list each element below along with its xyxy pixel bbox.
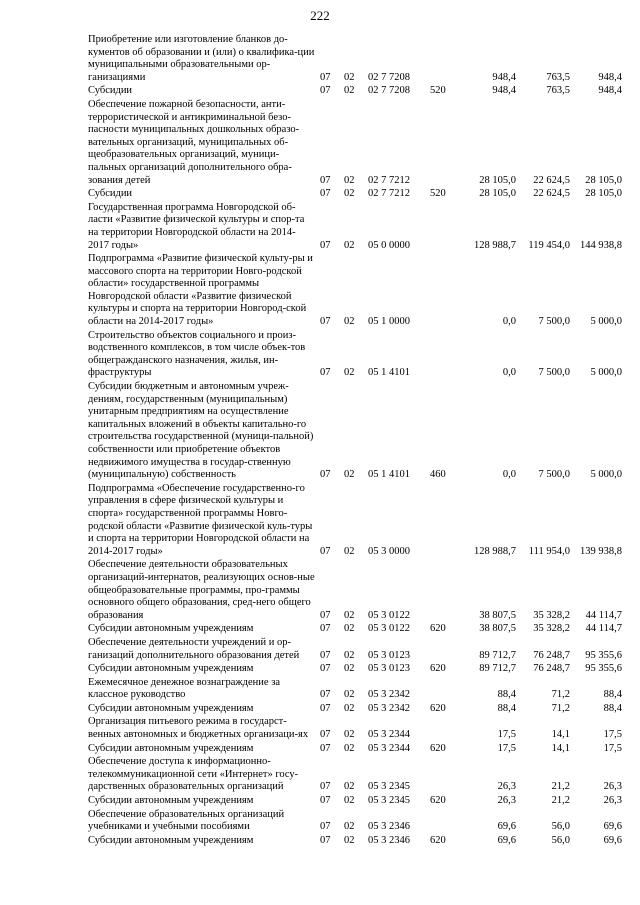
row-name: Субсидии автономным учреждениям xyxy=(88,834,254,846)
row-amount-1: 38 807,5 xyxy=(479,609,516,621)
table-row xyxy=(88,637,622,663)
row-subsection-code: 02 xyxy=(344,316,355,328)
table-row xyxy=(88,202,622,253)
row-amount-2: 119 454,0 xyxy=(528,239,570,251)
row-target-article: 02 7 7208 xyxy=(368,71,410,83)
row-expense-type: 520 xyxy=(430,85,446,97)
row-target-article: 05 0 0000 xyxy=(368,239,410,251)
row-expense-type: 620 xyxy=(430,702,446,714)
row-target-article: 05 1 4101 xyxy=(368,469,410,481)
row-amount-1: 26,3 xyxy=(497,781,516,793)
table-row xyxy=(88,381,622,483)
row-section-code: 07 xyxy=(320,469,331,481)
row-name: Обеспечение доступа к информационно-телекоммуникационной сети «Интернет» госу-дарственных образовательных организаций xyxy=(88,756,299,793)
row-expense-type xyxy=(430,202,458,253)
row-subsection-code: 02 xyxy=(344,702,355,714)
row-section-code: 07 xyxy=(320,609,331,621)
row-section-code: 07 xyxy=(320,239,331,251)
row-amount-1: 0,0 xyxy=(502,316,516,328)
row-amount-2: 22 624,5 xyxy=(533,174,570,186)
row-section-code: 07 xyxy=(320,729,331,741)
row-expense-type: 620 xyxy=(430,663,446,675)
row-name: Субсидии xyxy=(88,85,133,97)
row-expense-type xyxy=(430,330,458,381)
row-subsection-code: 02 xyxy=(344,729,355,741)
row-name: Обеспечение образовательных организаций учебниками и учебными пособиями xyxy=(88,808,285,833)
row-amount-3: 948,4 xyxy=(598,71,622,83)
row-amount-2: 76 248,7 xyxy=(533,649,570,661)
row-amount-3: 26,3 xyxy=(603,795,622,807)
table-row xyxy=(88,188,622,202)
row-section-code: 07 xyxy=(320,71,331,83)
table-row xyxy=(88,253,622,330)
row-subsection-code: 02 xyxy=(344,742,355,754)
row-amount-1: 89 712,7 xyxy=(479,663,516,675)
row-amount-2: 14,1 xyxy=(551,742,570,754)
row-amount-3: 17,5 xyxy=(603,742,622,754)
row-section-code: 07 xyxy=(320,367,331,379)
table-body xyxy=(88,34,622,848)
row-amount-1: 28 105,0 xyxy=(479,174,516,186)
row-name: Субсидии xyxy=(88,188,133,200)
row-amount-2: 7 500,0 xyxy=(538,316,570,328)
row-target-article: 02 7 7212 xyxy=(368,188,410,200)
row-section-code: 07 xyxy=(320,663,331,675)
row-name: Субсидии бюджетным и автономным учреж-дениям, государственным (муниципальным) унитарным предприятиям на осуществление капитальных вложений в объекты капитально-го строительства государственной (муници-пальной) собственности или приобретение объектов недвижимого имущества в государ-ственную (муниципальную) собственность xyxy=(88,381,314,481)
table-row xyxy=(88,483,622,560)
table-row xyxy=(88,743,622,757)
row-target-article: 05 3 2346 xyxy=(368,834,410,846)
row-amount-2: 7 500,0 xyxy=(538,469,570,481)
table-row xyxy=(88,795,622,809)
row-name: Строительство объектов социального и произ-водственного комплексов, в том числе объек-тов общегражданского назначения, жилья, ин-фраструктуры xyxy=(88,329,306,379)
row-subsection-code: 02 xyxy=(344,834,355,846)
row-name: Субсидии автономным учреждениям xyxy=(88,623,254,635)
row-amount-1: 69,6 xyxy=(497,834,516,846)
row-name: Субсидии автономным учреждениям xyxy=(88,702,254,714)
row-amount-2: 56,0 xyxy=(551,834,570,846)
row-expense-type xyxy=(430,677,458,703)
row-expense-type xyxy=(430,716,458,742)
row-amount-2: 14,1 xyxy=(551,729,570,741)
table-row xyxy=(88,330,622,381)
row-subsection-code: 02 xyxy=(344,85,355,97)
row-expense-type xyxy=(430,34,458,85)
row-expense-type: 460 xyxy=(430,469,446,481)
row-target-article: 05 3 0123 xyxy=(368,649,410,661)
row-expense-type: 620 xyxy=(430,623,446,635)
row-target-article: 05 3 2346 xyxy=(368,821,410,833)
row-amount-3: 26,3 xyxy=(603,781,622,793)
row-name: Организация питьевого режима в государст-венных автономных и бюджетных организаци-ях xyxy=(88,716,309,741)
row-target-article: 05 1 0000 xyxy=(368,316,410,328)
table-row xyxy=(88,623,622,637)
row-expense-type: 620 xyxy=(430,795,446,807)
row-expense-type xyxy=(430,483,458,560)
budget-table xyxy=(88,34,622,848)
row-name: Обеспечение пожарной безопасности, анти-террористической и антикриминальной безо-пасности муниципальных дошкольных образо-вательных организаций, муниципальных об-щеобразовательных организаций, муници-пальных организаций дополнительного обра-зования детей xyxy=(88,98,300,186)
row-section-code: 07 xyxy=(320,649,331,661)
row-target-article: 05 3 0122 xyxy=(368,609,410,621)
row-amount-3: 88,4 xyxy=(603,689,622,701)
row-amount-1: 88,4 xyxy=(497,702,516,714)
row-amount-3: 44 114,7 xyxy=(585,609,622,621)
row-target-article: 05 3 2344 xyxy=(368,742,410,754)
row-subsection-code: 02 xyxy=(344,795,355,807)
row-amount-1: 17,5 xyxy=(497,729,516,741)
table-row xyxy=(88,703,622,717)
row-amount-3: 948,4 xyxy=(598,85,622,97)
row-amount-2: 111 954,0 xyxy=(528,545,570,557)
row-amount-1: 17,5 xyxy=(497,742,516,754)
row-amount-3: 95 355,6 xyxy=(585,649,622,661)
row-target-article: 02 7 7212 xyxy=(368,174,410,186)
row-section-code: 07 xyxy=(320,623,331,635)
row-section-code: 07 xyxy=(320,795,331,807)
row-amount-3: 144 938,8 xyxy=(580,239,622,251)
row-amount-2: 21,2 xyxy=(551,781,570,793)
row-name: Ежемесячное денежное вознаграждение за классное руководство xyxy=(88,676,280,701)
row-subsection-code: 02 xyxy=(344,623,355,635)
row-section-code: 07 xyxy=(320,85,331,97)
row-expense-type xyxy=(430,637,458,663)
row-subsection-code: 02 xyxy=(344,821,355,833)
row-target-article: 05 3 0000 xyxy=(368,545,410,557)
row-section-code: 07 xyxy=(320,702,331,714)
row-name: Подпрограмма «Развитие физической культу-ры и массового спорта на территории Новго-родской области» государственной программы Новгородской области «Развитие физической культуры и спорта на территории Новгород-ской области на 2014-2017 годы» xyxy=(88,253,313,328)
row-expense-type: 620 xyxy=(430,834,446,846)
row-amount-1: 0,0 xyxy=(502,367,516,379)
table-row xyxy=(88,663,622,677)
row-expense-type xyxy=(430,756,458,795)
table-row xyxy=(88,716,622,742)
table-row xyxy=(88,34,622,85)
row-name: Субсидии автономным учреждениям xyxy=(88,795,254,807)
row-amount-3: 17,5 xyxy=(603,729,622,741)
row-name: Государственная программа Новгородской об-ласти «Развитие физической культуры и спор-та на территории Новгородской области на 2014-2017 годы» xyxy=(88,201,305,251)
row-name: Субсидии автономным учреждениям xyxy=(88,742,254,754)
row-amount-3: 5 000,0 xyxy=(590,469,622,481)
row-amount-3: 28 105,0 xyxy=(585,174,622,186)
page-number: 222 xyxy=(310,8,330,23)
row-amount-2: 7 500,0 xyxy=(538,367,570,379)
row-amount-1: 89 712,7 xyxy=(479,649,516,661)
row-section-code: 07 xyxy=(320,174,331,186)
row-subsection-code: 02 xyxy=(344,239,355,251)
row-expense-type xyxy=(430,253,458,330)
row-amount-1: 948,4 xyxy=(492,85,516,97)
row-amount-1: 948,4 xyxy=(492,71,516,83)
table-row xyxy=(88,559,622,623)
table-row xyxy=(88,809,622,835)
row-section-code: 07 xyxy=(320,821,331,833)
row-section-code: 07 xyxy=(320,742,331,754)
row-amount-1: 128 988,7 xyxy=(474,239,516,251)
row-subsection-code: 02 xyxy=(344,367,355,379)
row-section-code: 07 xyxy=(320,545,331,557)
row-amount-2: 21,2 xyxy=(551,795,570,807)
row-expense-type: 620 xyxy=(430,742,446,754)
row-amount-3: 44 114,7 xyxy=(585,623,622,635)
row-subsection-code: 02 xyxy=(344,469,355,481)
row-target-article: 05 1 4101 xyxy=(368,367,410,379)
row-amount-2: 71,2 xyxy=(551,702,570,714)
row-name: Обеспечение деятельности образовательных организаций-интернатов, реализующих основ-ные общеобразовательные программы, про-граммы основного общего образования, сред-него общего образования xyxy=(88,559,315,621)
table-row xyxy=(88,99,622,188)
row-amount-1: 128 988,7 xyxy=(474,545,516,557)
row-amount-2: 35 328,2 xyxy=(533,623,570,635)
row-amount-1: 88,4 xyxy=(497,689,516,701)
row-subsection-code: 02 xyxy=(344,188,355,200)
row-name: Приобретение или изготовление бланков до-кументов об образовании и (или) о квалифика-ции муниципальными образовательными ор-ганизациями xyxy=(88,34,315,83)
row-amount-2: 763,5 xyxy=(546,85,570,97)
row-amount-1: 26,3 xyxy=(497,795,516,807)
row-amount-2: 35 328,2 xyxy=(533,609,570,621)
row-amount-1: 0,0 xyxy=(502,469,516,481)
row-amount-2: 56,0 xyxy=(551,821,570,833)
row-target-article: 05 3 2345 xyxy=(368,781,410,793)
row-target-article: 05 3 2342 xyxy=(368,702,410,714)
table-row xyxy=(88,677,622,703)
row-target-article: 02 7 7208 xyxy=(368,85,410,97)
row-target-article: 05 3 2345 xyxy=(368,795,410,807)
row-subsection-code: 02 xyxy=(344,663,355,675)
row-section-code: 07 xyxy=(320,781,331,793)
row-target-article: 05 3 0123 xyxy=(368,663,410,675)
row-subsection-code: 02 xyxy=(344,689,355,701)
table-row xyxy=(88,756,622,795)
row-section-code: 07 xyxy=(320,188,331,200)
row-target-article: 05 3 2344 xyxy=(368,729,410,741)
row-amount-3: 5 000,0 xyxy=(590,367,622,379)
row-amount-1: 38 807,5 xyxy=(479,623,516,635)
row-subsection-code: 02 xyxy=(344,649,355,661)
row-amount-2: 71,2 xyxy=(551,689,570,701)
row-expense-type xyxy=(430,559,458,623)
row-subsection-code: 02 xyxy=(344,174,355,186)
table-row xyxy=(88,85,622,99)
row-amount-3: 5 000,0 xyxy=(590,316,622,328)
row-amount-3: 69,6 xyxy=(603,821,622,833)
row-section-code: 07 xyxy=(320,834,331,846)
row-subsection-code: 02 xyxy=(344,545,355,557)
row-amount-3: 69,6 xyxy=(603,834,622,846)
row-amount-1: 28 105,0 xyxy=(479,188,516,200)
row-target-article: 05 3 0122 xyxy=(368,623,410,635)
row-subsection-code: 02 xyxy=(344,71,355,83)
row-expense-type xyxy=(430,809,458,835)
row-amount-3: 95 355,6 xyxy=(585,663,622,675)
table-row xyxy=(88,835,622,849)
row-amount-2: 763,5 xyxy=(546,71,570,83)
row-subsection-code: 02 xyxy=(344,609,355,621)
row-target-article: 05 3 2342 xyxy=(368,689,410,701)
row-amount-2: 76 248,7 xyxy=(533,663,570,675)
row-expense-type xyxy=(430,99,458,188)
row-name: Обеспечение деятельности учреждений и ор-ганизаций дополнительного образования детей xyxy=(88,636,300,661)
row-amount-3: 139 938,8 xyxy=(580,545,622,557)
row-amount-3: 28 105,0 xyxy=(585,188,622,200)
row-amount-2: 22 624,5 xyxy=(533,188,570,200)
row-section-code: 07 xyxy=(320,316,331,328)
row-section-code: 07 xyxy=(320,689,331,701)
row-name: Подпрограмма «Обеспечение государственно-го управления в сфере физической культуры и спорта» государственной программы Новго-родской области «Развитие физической куль-туры и спорта на территории Новгородской области на 2014-2017 годы» xyxy=(88,482,313,557)
row-subsection-code: 02 xyxy=(344,781,355,793)
row-name: Субсидии автономным учреждениям xyxy=(88,663,254,675)
row-expense-type: 520 xyxy=(430,188,446,200)
row-amount-3: 88,4 xyxy=(603,702,622,714)
row-amount-1: 69,6 xyxy=(497,821,516,833)
